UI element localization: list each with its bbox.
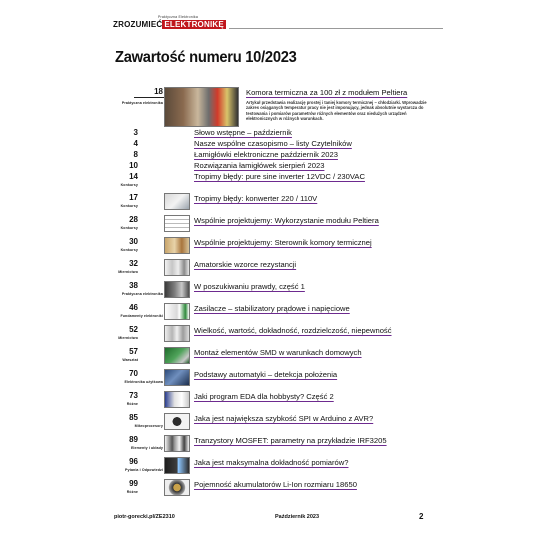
entry-category: Konkursy — [120, 183, 138, 187]
toc-entry[interactable] — [106, 237, 436, 257]
toc-entry[interactable] — [106, 435, 436, 455]
entry-page-number: 17 — [129, 193, 138, 202]
entry-category: Elektronika użytkowa — [124, 380, 163, 384]
magazine-logo[interactable] — [113, 15, 226, 29]
entry-category: Różne — [126, 490, 138, 494]
toc-entry[interactable] — [106, 369, 436, 389]
entry-thumbnail — [164, 457, 190, 474]
entry-category: Fundamenty elektroniki — [120, 314, 163, 318]
entry-title-link[interactable]: Wspólnie projektujemy: Sterownik komory termicznej — [194, 238, 372, 247]
entry-page-number: 10 — [129, 161, 138, 170]
entry-category: Miernictwo — [118, 270, 138, 274]
entry-title-link[interactable]: Słowo wstępne – październik — [194, 128, 292, 137]
footer-issue: Październik 2023 — [275, 514, 320, 520]
entry-page-number: 28 — [129, 215, 138, 224]
entry-title-link[interactable]: Nasze wspólne czasopismo – listy Czytelników — [194, 139, 352, 148]
entry-page-number: 57 — [129, 347, 138, 356]
entry-category: Miernictwo — [118, 336, 138, 340]
entry-page-number: 89 — [129, 435, 138, 444]
entry-category: Praktyczna elektronika — [121, 292, 163, 296]
entry-title-link[interactable]: Łamigłówki elektroniczne październik 2023 — [194, 150, 338, 159]
entry-title-link[interactable]: Komora termiczna za 100 zł z modułem Peltiera — [246, 88, 408, 97]
entry-category: Konkursy — [120, 204, 138, 208]
entry-thumbnail — [164, 479, 190, 496]
footer-url[interactable]: piotr-gorecki.pl/ZE2310 — [114, 514, 175, 520]
entry-page-number: 52 — [129, 325, 138, 334]
entry-page-number: 14 — [129, 172, 138, 181]
entry-page-number: 73 — [129, 391, 138, 400]
entry-title-link[interactable]: Tropimy błędy: pure sine inverter 12VDC / 230VAC — [194, 172, 365, 181]
entry-thumbnail — [164, 259, 190, 276]
entry-page-number: 4 — [133, 139, 138, 148]
entry-page-number: 85 — [129, 413, 138, 422]
entry-title-link[interactable]: Jaka jest maksymalna dokładność pomiarów? — [194, 458, 349, 467]
entry-page-number: 30 — [129, 237, 138, 246]
entry-thumbnail — [164, 193, 190, 210]
entry-title-link[interactable]: Wspólnie projektujemy: Wykorzystanie modułu Peltiera — [194, 216, 379, 225]
entry-page-number: 70 — [129, 369, 138, 378]
entry-title-link[interactable]: Amatorskie wzorce rezystancji — [194, 260, 297, 269]
entry-thumbnail — [164, 281, 190, 298]
entry-thumbnail — [164, 435, 190, 452]
entry-title-link[interactable]: Podstawy automatyki – detekcja położenia — [194, 370, 338, 379]
logo-elektronike: ELEKTRONIKĘ — [164, 20, 224, 29]
entry-page-number: 18 — [154, 87, 163, 96]
toc-entry[interactable] — [106, 391, 436, 411]
toc-entry[interactable] — [106, 347, 436, 367]
entry-category: Konkursy — [120, 248, 138, 252]
entry-category: Warsztat — [122, 358, 138, 362]
entry-page-number: 8 — [133, 150, 138, 159]
entry-title-link[interactable]: Montaż elementów SMD w warunkach domowych — [194, 348, 362, 357]
entry-category: Elementy i układy — [130, 446, 163, 450]
toc-entry[interactable] — [106, 457, 436, 477]
entry-title-link[interactable]: W poszukiwaniu prawdy, część 1 — [194, 282, 305, 291]
page-number: 2 — [419, 512, 424, 521]
toc-entry[interactable] — [106, 303, 436, 323]
entry-thumbnail — [164, 391, 190, 408]
entry-thumbnail — [164, 325, 190, 342]
entry-thumbnail — [164, 215, 190, 232]
featured-description: Artykuł przedstawia realizację prostej i taniej komory termicznej – chłodziarki. Wprowadzie zakres osiąganych temperatur pracy nie jest imponujący, jednak absolutnie wystarcza do testowania i pomiarów parametrów różnych elementów oraz niedużych urządzeń elektronicznych w różnych warunkach. — [246, 100, 427, 122]
entry-title-link[interactable]: Jaka jest największa szybkość SPI w Arduino z AVR? — [194, 414, 374, 423]
entry-title-link[interactable]: Pojemność akumulatorów Li-Ion rozmiaru 18650 — [194, 480, 357, 489]
header-divider — [229, 28, 443, 29]
entry-title-link[interactable]: Tranzystory MOSFET: parametry na przykładzie IRF3205 — [194, 436, 387, 445]
page-footer — [114, 514, 426, 524]
entry-category: Konkursy — [120, 226, 138, 230]
page-number-underline — [134, 97, 164, 98]
toc-entry[interactable] — [106, 139, 436, 149]
entry-page-number: 3 — [133, 128, 138, 137]
entry-title-link[interactable]: Rozwiązania łamigłówek sierpień 2023 — [194, 161, 325, 170]
toc-entry[interactable] — [106, 281, 436, 301]
entry-title-link[interactable]: Jaki program EDA dla hobbysty? Część 2 — [194, 392, 334, 401]
entry-category: Praktyczna elektronika — [121, 101, 163, 105]
toc-entry[interactable] — [106, 172, 436, 188]
featured-thumbnail — [164, 87, 239, 127]
entry-title-link[interactable]: Wielkość, wartość, dokładność, rozdzielczość, niepewność — [194, 326, 392, 335]
toc-entry[interactable] — [106, 161, 436, 171]
page-header — [113, 15, 443, 36]
entry-page-number: 38 — [129, 281, 138, 290]
entry-thumbnail — [164, 369, 190, 386]
entry-title-link[interactable]: Zasilacze – stabilizatory prądowe i napięciowe — [194, 304, 350, 313]
entry-thumbnail — [164, 237, 190, 254]
entry-thumbnail — [164, 413, 190, 430]
entry-page-number: 46 — [129, 303, 138, 312]
toc-entry[interactable] — [106, 128, 436, 138]
toc-entry[interactable] — [106, 150, 436, 160]
entry-category: Pytania i Odpowiedzi — [125, 468, 163, 472]
table-of-contents — [106, 80, 436, 500]
entry-category: Mikroprocesory — [134, 424, 163, 428]
toc-entry[interactable] — [106, 479, 436, 499]
toc-entry[interactable] — [106, 259, 436, 279]
entry-title-link[interactable]: Tropimy błędy: konwerter 220 / 110V — [194, 194, 318, 203]
toc-entry[interactable] — [106, 325, 436, 345]
toc-entry[interactable] — [106, 193, 436, 213]
toc-entry[interactable] — [106, 215, 436, 235]
logo-zrozumiec: ZROZUMIEĆ — [113, 20, 163, 29]
page-title: Zawartość numeru 10/2023 — [115, 49, 297, 66]
entry-page-number: 32 — [129, 259, 138, 268]
logo-tagline: Praktyczna Elektronika — [158, 15, 198, 19]
entry-thumbnail — [164, 347, 190, 364]
entry-page-number: 96 — [129, 457, 138, 466]
toc-entry[interactable] — [106, 413, 436, 433]
entry-category: Różne — [126, 402, 138, 406]
entry-thumbnail — [164, 303, 190, 320]
entry-page-number: 99 — [129, 479, 138, 488]
